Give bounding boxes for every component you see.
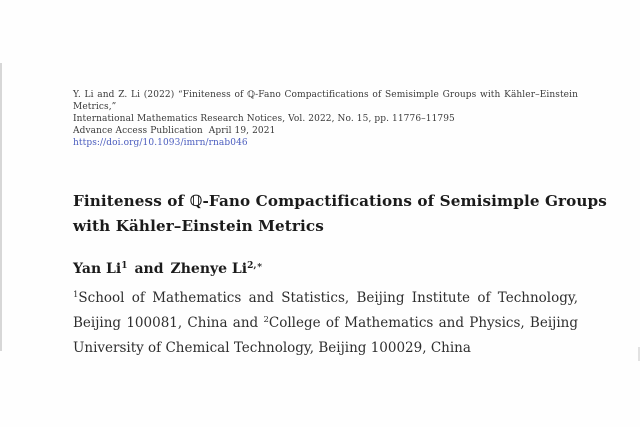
- affiliation-1-text: School of Mathematics and Statistics, Beijing Institute of Technology, Beijing 100081, China and: [73, 290, 578, 331]
- citation-line-2: Metrics,”: [73, 102, 117, 112]
- paper-title: [73, 189, 607, 239]
- citation-line-1: Y. Li and Z. Li (2022) “Finiteness of ℚ-Fano Compactifications of Semisimple Groups with Kähler–Einstein: [73, 90, 578, 100]
- affiliation-2-text: College of Mathematics and Physics, Beijing University of Chemical Technology, Beijing 100029, China: [73, 315, 578, 356]
- page-edge-shadow-left: [0, 63, 2, 351]
- author-2-affiliation-mark: 2,∗: [247, 261, 263, 271]
- affiliation-1-mark: 1: [73, 290, 79, 300]
- author-2-name: Zhenye Li: [170, 261, 248, 277]
- paper-header: [73, 89, 607, 361]
- authors-conjunction: and: [134, 261, 164, 277]
- author-1-name: Yan Li: [73, 261, 122, 277]
- affiliation-2-mark: 2: [263, 315, 269, 325]
- paper-title-line-2: with Kähler–Einstein Metrics: [73, 217, 324, 235]
- authors-line: [73, 261, 578, 277]
- advance-access-line: Advance Access Publication April 19, 2021: [73, 126, 276, 136]
- journal-volume-line: International Mathematics Research Notices, Vol. 2022, No. 15, pp. 11776–11795: [73, 114, 455, 124]
- author-1-affiliation-mark: 1: [121, 261, 128, 271]
- citation-block: [73, 89, 578, 149]
- doi-link[interactable]: https://doi.org/10.1093/imrn/rnab046: [73, 138, 248, 148]
- affiliations-paragraph: [73, 286, 578, 361]
- paper-title-line-1: Finiteness of ℚ-Fano Compactifications of Semisimple Groups: [73, 192, 607, 210]
